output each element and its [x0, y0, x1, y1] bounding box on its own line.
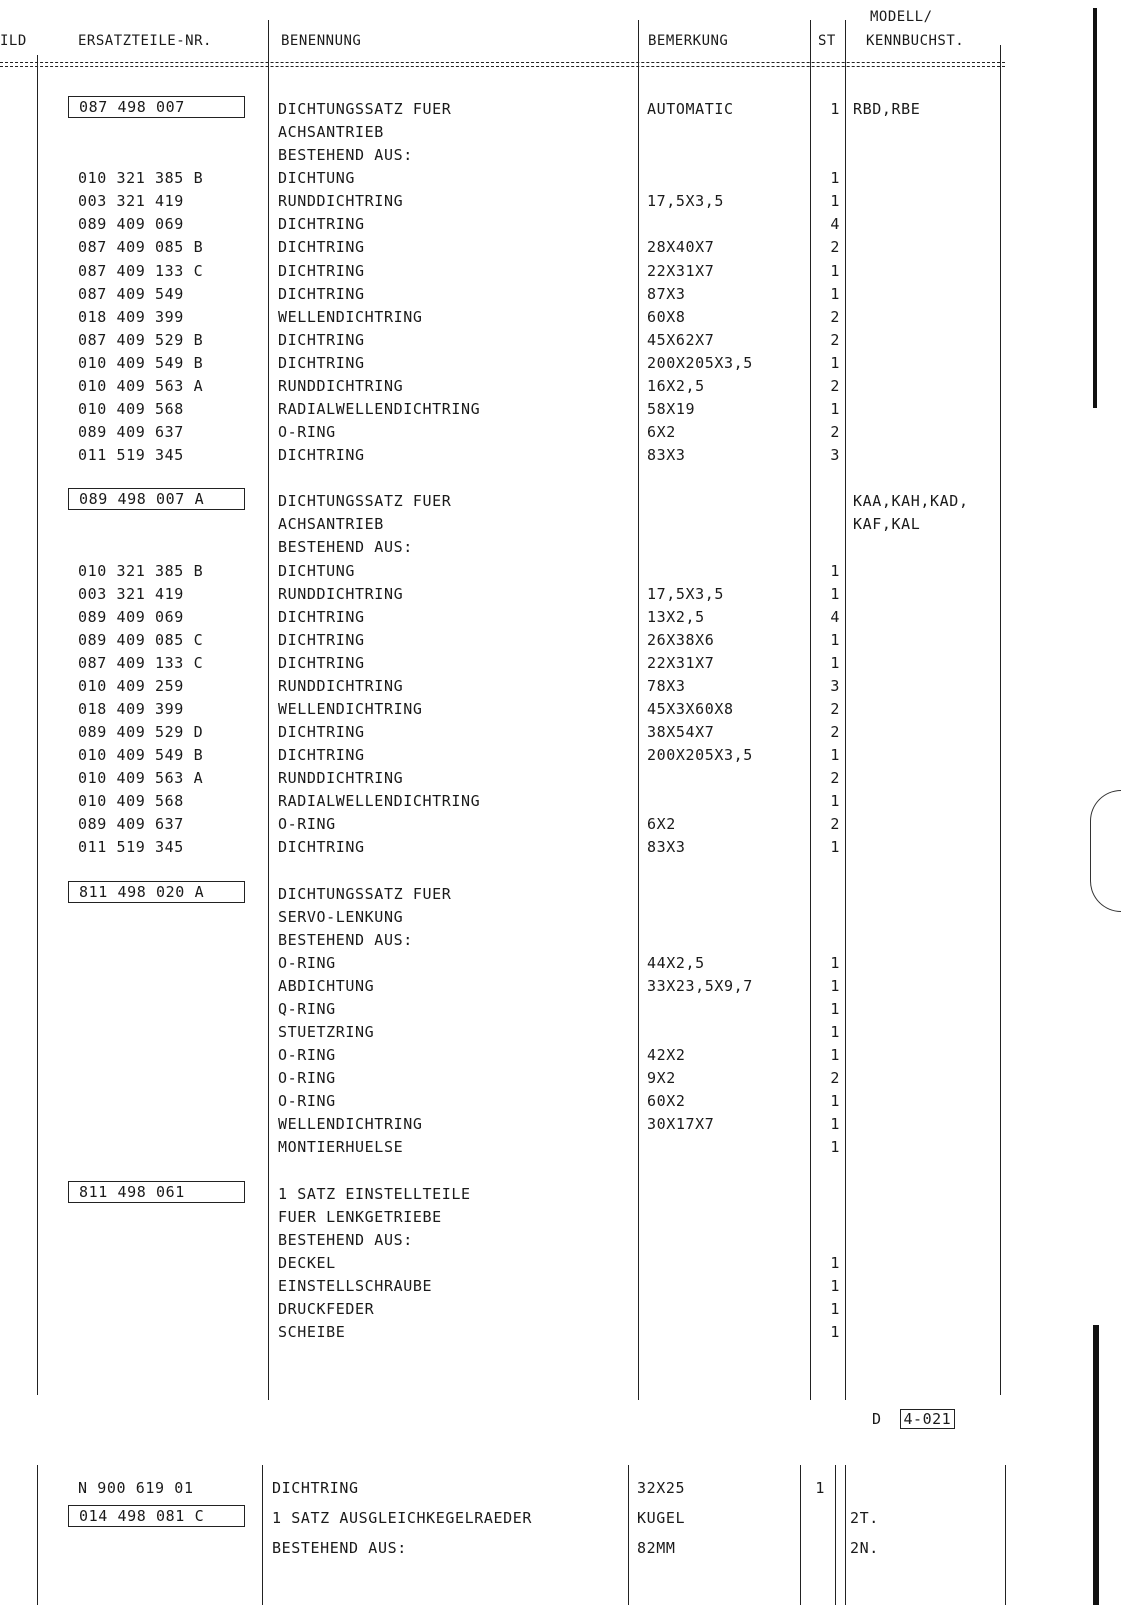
table-row: [0, 329, 1010, 352]
table-row: [0, 444, 1010, 467]
header-benennung: BENENNUNG: [281, 33, 362, 49]
part-name: WELLENDICHTRING: [278, 307, 423, 326]
part-name: 1 SATZ AUSGLEICHKEGELRAEDER: [272, 1509, 533, 1527]
part-number: 089 409 069: [78, 215, 184, 234]
part-remark: 22X31X7: [647, 653, 715, 672]
part-name: DICHTRING: [278, 284, 365, 303]
part-remark: 32X25: [637, 1479, 686, 1497]
part-name: DICHTUNGSSATZ FUER: [278, 100, 452, 118]
table-row: [0, 513, 1010, 536]
part-remark: 60X8: [647, 307, 686, 326]
table-row: [0, 790, 1010, 813]
part-remark: 83X3: [647, 446, 686, 465]
part-name: DICHTUNGSSATZ FUER: [278, 492, 452, 511]
part-number: 089 498 007 A: [68, 488, 245, 510]
part-name: BESTEHEND AUS:: [278, 538, 413, 557]
table-row: [0, 190, 1010, 213]
part-quantity: 1: [830, 1092, 840, 1111]
part-quantity: 2: [830, 307, 840, 326]
part-number: 087 409 549: [78, 284, 184, 303]
part-remark: 58X19: [647, 400, 696, 419]
part-quantity: 1: [830, 1023, 840, 1042]
part-name: WELLENDICHTRING: [278, 1115, 423, 1134]
table-row: [0, 836, 1010, 859]
part-quantity: 2: [830, 700, 840, 718]
part-name: DICHTRING: [278, 330, 365, 349]
header-bild: ILD: [0, 33, 27, 49]
page-reference-letter: D: [872, 1410, 882, 1428]
part-remark: 22X31X7: [647, 261, 715, 280]
part-name: BESTEHEND AUS:: [278, 1230, 413, 1249]
part-remark: 13X2,5: [647, 607, 705, 626]
part-set-row: [0, 1507, 1010, 1530]
part-remark: 87X3: [647, 284, 686, 303]
part-quantity: 3: [830, 676, 840, 695]
part-quantity: 2: [830, 376, 840, 395]
part-name: 1 SATZ EINSTELLTEILE: [278, 1184, 471, 1203]
table-row: [0, 167, 1010, 190]
part-number: 010 409 563 A: [78, 769, 204, 788]
part-quantity: 1: [830, 1276, 840, 1295]
table-row: [0, 952, 1010, 975]
part-name: O-RING: [278, 1092, 336, 1111]
part-remark: 16X2,5: [647, 376, 705, 395]
part-number: 018 409 399: [78, 307, 184, 326]
table-row: [0, 813, 1010, 836]
part-quantity: 2: [830, 238, 840, 257]
part-number: 010 409 549 B: [78, 353, 204, 372]
part-name: BESTEHEND AUS:: [278, 146, 413, 165]
part-name: FUER LENKGETRIEBE: [278, 1207, 442, 1226]
part-model-code: KAF,KAL: [853, 515, 921, 534]
table-row: [0, 906, 1010, 929]
table-row: [0, 606, 1010, 629]
part-remark: 200X205X3,5: [647, 353, 753, 372]
table-row: [0, 1044, 1010, 1067]
part-name: BESTEHEND AUS:: [278, 930, 413, 949]
part-quantity: 1: [830, 953, 840, 972]
part-number: 811 498 061: [68, 1181, 245, 1203]
table-row: [0, 998, 1010, 1021]
table-row: [0, 352, 1010, 375]
part-name: DICHTRING: [278, 838, 365, 857]
table-row: [0, 583, 1010, 606]
part-number: 010 321 385 B: [78, 561, 204, 580]
part-model-code: KAA,KAH,KAD,: [853, 492, 969, 511]
part-name: RUNDDICHTRING: [278, 584, 404, 603]
page-reference: [872, 1410, 955, 1428]
part-quantity: 1: [830, 792, 840, 811]
table-row: [0, 1275, 1010, 1298]
part-number: 089 409 069: [78, 607, 184, 626]
part-number: 089 409 085 C: [78, 630, 204, 649]
part-quantity: 1: [830, 100, 840, 118]
part-name: SERVO-LENKUNG: [278, 907, 404, 926]
table-row: [0, 421, 1010, 444]
part-number: 089 409 637: [78, 423, 184, 442]
part-quantity: 1: [830, 746, 840, 765]
part-quantity: 2: [830, 769, 840, 788]
part-quantity: 1: [830, 999, 840, 1018]
part-number: 010 409 563 A: [78, 376, 204, 395]
part-quantity: 1: [830, 353, 840, 372]
part-remark: 60X2: [647, 1092, 686, 1111]
part-model-code: RBD,RBE: [853, 100, 921, 118]
part-number: 811 498 020 A: [68, 881, 245, 903]
part-quantity: 1: [830, 976, 840, 995]
part-number: 003 321 419: [78, 192, 184, 211]
part-remark: 6X2: [647, 423, 676, 442]
part-number: 018 409 399: [78, 700, 184, 718]
part-quantity: 1: [830, 653, 840, 672]
part-number: 087 409 133 C: [78, 261, 204, 280]
part-quantity: 1: [830, 284, 840, 303]
part-number: 010 409 568: [78, 792, 184, 811]
table-row: [0, 306, 1010, 329]
part-name: RADIALWELLENDICHTRING: [278, 400, 481, 419]
part-quantity: 2: [830, 723, 840, 742]
part-name: RUNDDICHTRING: [278, 676, 404, 695]
part-quantity: 4: [830, 215, 840, 234]
part-quantity: 1: [830, 584, 840, 603]
part-set-row: [0, 1183, 1010, 1206]
part-quantity: 1: [830, 1299, 840, 1318]
part-remark: 200X205X3,5: [647, 746, 753, 765]
part-name: DRUCKFEDER: [278, 1299, 375, 1318]
part-name: MONTIERHUELSE: [278, 1138, 404, 1157]
part-name: SCHEIBE: [278, 1323, 346, 1341]
part-name: RADIALWELLENDICHTRING: [278, 792, 481, 811]
part-name: O-RING: [278, 1069, 336, 1088]
header-modell: MODELL/: [870, 9, 933, 25]
part-name: DICHTUNG: [278, 561, 356, 580]
page-edge-bar: [1093, 8, 1097, 408]
table-row: [0, 236, 1010, 259]
table-row: [0, 213, 1010, 236]
table-row: [0, 652, 1010, 675]
header-ersatzteile-nr: ERSATZTEILE-NR.: [78, 33, 212, 49]
table-row: [0, 144, 1010, 167]
part-name: O-RING: [278, 953, 336, 972]
table-row: [0, 260, 1010, 283]
part-remark: 6X2: [647, 815, 676, 834]
part-quantity: 1: [815, 1479, 825, 1497]
part-set-row: [0, 98, 1010, 121]
table-row: [0, 767, 1010, 790]
part-number: 087 498 007: [68, 96, 245, 118]
part-remark: 42X2: [647, 1046, 686, 1065]
page-reference-code: 4-021: [900, 1409, 956, 1429]
header-bemerkung: BEMERKUNG: [648, 33, 729, 49]
part-remark: 45X3X60X8: [647, 700, 734, 718]
part-quantity: 3: [830, 446, 840, 465]
header-kennbuchst: KENNBUCHST.: [866, 33, 965, 49]
part-name: DICHTRING: [278, 653, 365, 672]
part-name: EINSTELLSCHRAUBE: [278, 1276, 433, 1295]
table-row: [0, 283, 1010, 306]
part-quantity: 2: [830, 423, 840, 442]
part-remark: 33X23,5X9,7: [647, 976, 753, 995]
part-number: 011 519 345: [78, 838, 184, 857]
part-number: 089 409 637: [78, 815, 184, 834]
header-rule: [0, 62, 1005, 67]
part-name: ACHSANTRIEB: [278, 515, 384, 534]
table-row: [0, 1090, 1010, 1113]
part-number: 087 409 085 B: [78, 238, 204, 257]
table-row: [0, 929, 1010, 952]
part-quantity: 1: [830, 1115, 840, 1134]
part-number: 003 321 419: [78, 584, 184, 603]
part-name: BESTEHEND AUS:: [272, 1539, 407, 1557]
part-name: DICHTRING: [278, 261, 365, 280]
part-number: 087 409 133 C: [78, 653, 204, 672]
part-name: DICHTRING: [278, 215, 365, 234]
part-remark: 17,5X3,5: [647, 192, 725, 211]
part-remark: 17,5X3,5: [647, 584, 725, 603]
part-quantity: 1: [830, 400, 840, 419]
table-row: [0, 1321, 1010, 1344]
table-row: [0, 1067, 1010, 1090]
table-row: [0, 1298, 1010, 1321]
part-quantity: 2: [830, 1069, 840, 1088]
part-name: STUETZRING: [278, 1023, 375, 1042]
part-quantity: 1: [830, 1046, 840, 1065]
table-row: [0, 536, 1010, 559]
part-number: 014 498 081 C: [68, 1505, 245, 1527]
table-row: [0, 721, 1010, 744]
part-remark: 28X40X7: [647, 238, 715, 257]
part-name: DICHTRING: [278, 723, 365, 742]
scan-artifact: [1090, 790, 1121, 912]
part-name: O-RING: [278, 423, 336, 442]
table-row: [0, 629, 1010, 652]
table-row: [0, 1229, 1010, 1252]
part-quantity: 1: [830, 1138, 840, 1157]
part-remark: 44X2,5: [647, 953, 705, 972]
part-quantity: 1: [830, 192, 840, 211]
table-row: [0, 975, 1010, 998]
part-quantity: 1: [830, 1323, 840, 1341]
part-remark: 9X2: [647, 1069, 676, 1088]
part-number: N 900 619 01: [78, 1479, 194, 1497]
part-name: DICHTRING: [278, 238, 365, 257]
page-edge-bar: [1093, 1325, 1099, 1605]
part-remark: 30X17X7: [647, 1115, 715, 1134]
part-name: DICHTRING: [278, 446, 365, 465]
table-row: [0, 1206, 1010, 1229]
part-quantity: 1: [830, 630, 840, 649]
part-name: WELLENDICHTRING: [278, 700, 423, 718]
part-quantity: 1: [830, 169, 840, 188]
part-name: DICHTRING: [278, 353, 365, 372]
part-remark: KUGEL: [637, 1509, 686, 1527]
part-number: 010 409 549 B: [78, 746, 204, 765]
table-row: [0, 375, 1010, 398]
part-name: O-RING: [278, 1046, 336, 1065]
part-set-row: [0, 883, 1010, 906]
part-set-row: [0, 490, 1010, 513]
table-row: [0, 1113, 1010, 1136]
part-quantity: 1: [830, 561, 840, 580]
table-row: [0, 1477, 1010, 1500]
part-remark: 45X62X7: [647, 330, 715, 349]
part-name: DICHTRING: [278, 746, 365, 765]
part-quantity: 4: [830, 607, 840, 626]
part-name: ABDICHTUNG: [278, 976, 375, 995]
part-quantity: 1: [830, 838, 840, 857]
table-row: [0, 398, 1010, 421]
part-number: 011 519 345: [78, 446, 184, 465]
part-name: DICHTUNG: [278, 169, 356, 188]
part-remark: 38X54X7: [647, 723, 715, 742]
table-row: [0, 121, 1010, 144]
part-number: 010 321 385 B: [78, 169, 204, 188]
table-row: [0, 560, 1010, 583]
part-name: DICHTRING: [272, 1479, 359, 1497]
part-remark: 78X3: [647, 676, 686, 695]
part-quantity: 1: [830, 261, 840, 280]
part-number: 089 409 529 D: [78, 723, 204, 742]
header-st: ST: [818, 33, 836, 49]
table-row: [0, 698, 1010, 721]
part-name: O-RING: [278, 815, 336, 834]
part-quantity: 2: [830, 815, 840, 834]
part-remark: AUTOMATIC: [647, 100, 734, 118]
part-name: DECKEL: [278, 1253, 336, 1272]
part-number: 087 409 529 B: [78, 330, 204, 349]
part-remark: 83X3: [647, 838, 686, 857]
part-number: 010 409 259: [78, 676, 184, 695]
table-row: [0, 1021, 1010, 1044]
table-row: [0, 744, 1010, 767]
part-name: DICHTRING: [278, 607, 365, 626]
part-name: RUNDDICHTRING: [278, 769, 404, 788]
part-quantity: 2: [830, 330, 840, 349]
part-name: RUNDDICHTRING: [278, 376, 404, 395]
table-row: [0, 1136, 1010, 1159]
part-name: Q-RING: [278, 999, 336, 1018]
part-name: DICHTRING: [278, 630, 365, 649]
table-row: [0, 1537, 1010, 1560]
part-name: RUNDDICHTRING: [278, 192, 404, 211]
part-quantity: 1: [830, 1253, 840, 1272]
table-row: [0, 675, 1010, 698]
part-model-code: 2N.: [850, 1539, 879, 1557]
part-model-code: 2T.: [850, 1509, 879, 1527]
part-remark: 82MM: [637, 1539, 676, 1557]
part-name: ACHSANTRIEB: [278, 123, 384, 142]
part-number: 010 409 568: [78, 400, 184, 419]
part-name: DICHTUNGSSATZ FUER: [278, 884, 452, 903]
table-row: [0, 1252, 1010, 1275]
part-remark: 26X38X6: [647, 630, 715, 649]
